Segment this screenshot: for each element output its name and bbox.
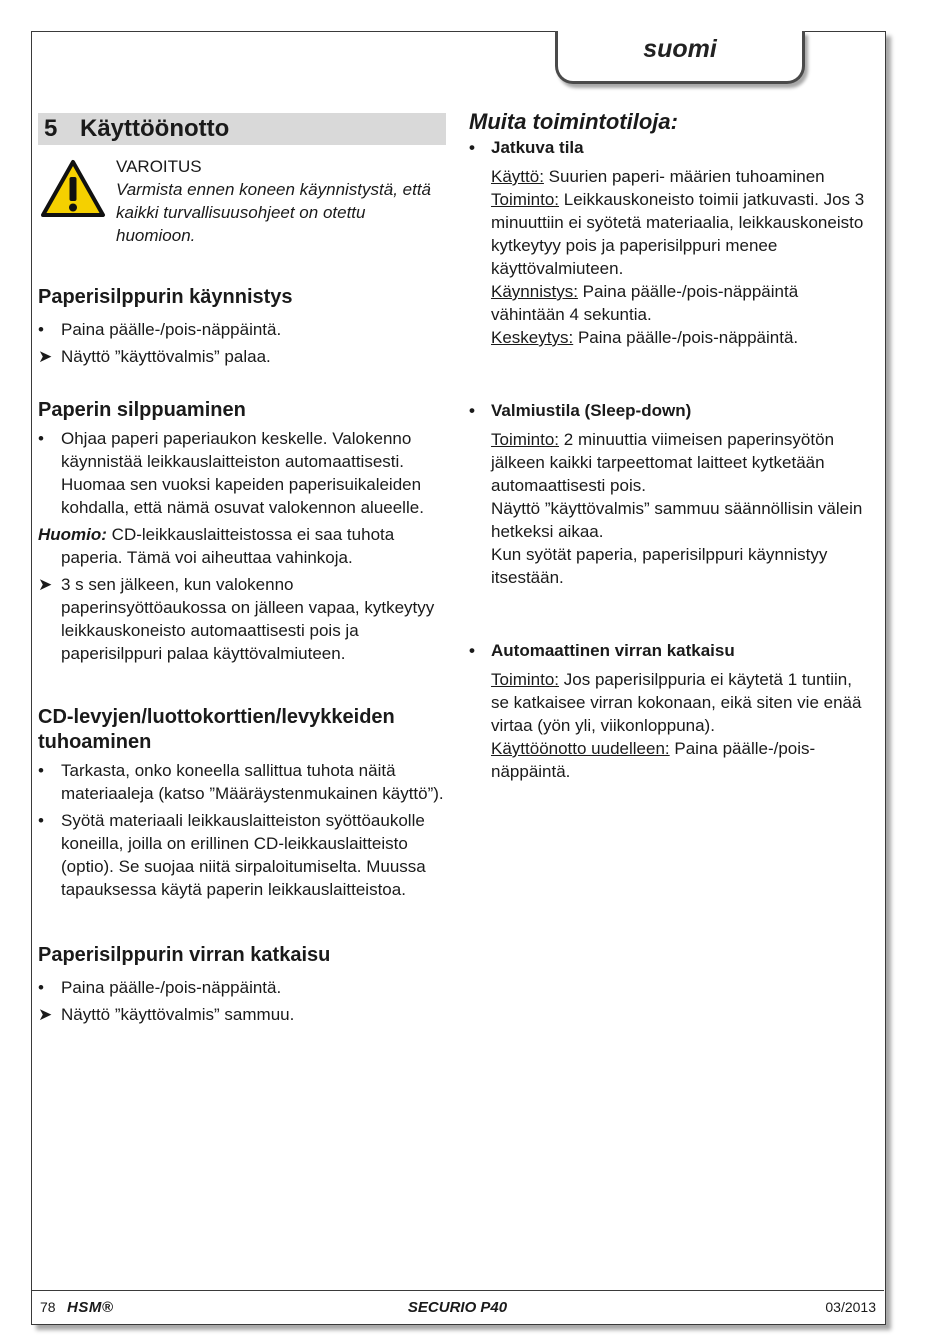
- bullet-marker: •: [38, 320, 44, 339]
- mode-function: [491, 188, 869, 280]
- page-number: 78: [40, 1299, 56, 1315]
- off-heading: Paperisilppurin virran katkaisu: [38, 944, 331, 966]
- stop-label: Keskeytys:: [491, 328, 574, 347]
- warning-body: Varmista ennen koneen käynnistystä, että kaikki turvallisuusohjeet on otettu huomioon.: [116, 180, 431, 245]
- function-label: Toiminto:: [491, 190, 560, 209]
- list-item-text: Paina päälle-/pois-näppäintä.: [61, 978, 282, 997]
- bullet-marker: •: [469, 138, 475, 157]
- bullet-marker: •: [38, 429, 44, 448]
- list-item: [38, 1003, 446, 1026]
- mode-standby: [469, 399, 869, 589]
- document-date: 03/2013: [825, 1299, 876, 1315]
- mode-title: Jatkuva tila: [491, 138, 584, 157]
- list-item-text: Paina päälle-/pois-näppäintä.: [61, 320, 282, 339]
- left-column: [38, 113, 446, 1026]
- mode-title: Automaattinen virran katkaisu: [491, 641, 735, 660]
- model-name: SECURIO P40: [407, 1299, 508, 1316]
- mode-paragraph: Kun syötät paperia, paperisilppuri käynnistyy itsestään.: [491, 545, 828, 587]
- list-item-text: 3 s sen jälkeen, kun valokenno paperinsyöttöaukossa on jälleen vapaa, kytkeytyy leikkauskoneisto automaattisesti pois ja paperisilppuri palaa käyttövalmiuteen.: [61, 575, 435, 663]
- note-text: CD-leikkauslaitteistossa ei saa tuhota paperia. Tämä voi aiheuttaa vahinkoja.: [61, 525, 395, 567]
- page-footer: [31, 1290, 884, 1324]
- bullet-marker: •: [38, 811, 44, 830]
- warning-title: VAROITUS: [116, 157, 202, 176]
- warning-text: [116, 155, 446, 247]
- section-number: 5: [44, 115, 58, 142]
- shred-result-list: [38, 573, 446, 665]
- section-title: Käyttöönotto: [80, 115, 230, 142]
- list-item: [38, 427, 446, 519]
- function-text: Leikkauskoneisto toimii jatkuvasti. Jos 3 minuuttiin ei syötetä materiaalia, leikkauskoneisto kytkeytyy pois ja paperisilppuri menee käyttövalmiuteen.: [491, 190, 865, 278]
- cd-heading: CD-levyjen/luottokorttien/levykkeiden tuhoaminen: [38, 706, 395, 753]
- arrow-marker: ➤: [38, 347, 53, 366]
- function-label: Toiminto:: [491, 670, 560, 689]
- list-item: [38, 318, 446, 341]
- list-item-text: Tarkasta, onko koneella sallittua tuhota näitä materiaaleja (katso ”Määräystenmukainen käyttö”).: [61, 761, 444, 803]
- warning-triangle-icon: [40, 159, 106, 219]
- list-item-text: Ohjaa paperi paperiaukon keskelle. Valokenno käynnistää leikkauslaitteiston automaattisesti. Huomaa sen vuoksi kapeiden paperisuikaleiden kohdalla, että nämä osuvat valokennon alueelle.: [61, 429, 424, 517]
- warning-block: [38, 155, 446, 247]
- function-text: 2 minuuttia viimeisen paperinsyötön jälkeen kaikki tarpeettomat laitteet kytketään automaattisesti pois.: [491, 430, 835, 495]
- bullet-marker: •: [38, 761, 44, 780]
- mode-stop: [491, 326, 869, 349]
- restart-text: Paina päälle-/pois-näppäintä.: [491, 739, 816, 781]
- language-tab: [555, 31, 805, 84]
- use-text: Suurien paperi- määrien tuhoaminen: [548, 167, 825, 186]
- list-item-text: Syötä materiaali leikkauslaitteiston syöttöaukolle koneilla, joilla on erillinen CD-leikkauslaitteisto (optio). Se suojaa niitä sirpaloitumiselta. Muussa tapauksessa käytä paperin leikkauslaitteistoa.: [61, 811, 426, 899]
- right-column: [469, 108, 869, 783]
- mode-title: Valmiustila (Sleep-down): [491, 401, 692, 420]
- hsm-logo: HSM®: [67, 1299, 114, 1316]
- start-text: Paina päälle-/pois-näppäintä vähintään 4 sekuntia.: [491, 282, 799, 324]
- bullet-marker: •: [38, 978, 44, 997]
- shred-list: [38, 427, 446, 519]
- mode-paragraph: Näyttö ”käyttövalmis” sammuu säännöllisin välein hetkeksi aikaa.: [491, 499, 863, 541]
- list-item: [38, 759, 446, 805]
- list-item-text: Näyttö ”käyttövalmis” palaa.: [61, 347, 271, 366]
- mode-restart: [491, 737, 869, 783]
- bullet-marker: •: [469, 401, 475, 420]
- arrow-marker: ➤: [38, 1005, 53, 1024]
- cd-list: [38, 759, 446, 901]
- start-label: Käynnistys:: [491, 282, 578, 301]
- list-item: [38, 809, 446, 901]
- bullet-marker: •: [469, 641, 475, 660]
- mode-continuous: [469, 136, 869, 349]
- start-list: [38, 318, 446, 368]
- mode-auto-off: [469, 639, 869, 783]
- mode-function: [491, 428, 869, 497]
- shred-heading: Paperin silppuaminen: [38, 399, 246, 421]
- off-list: [38, 976, 446, 1026]
- mode-use: [491, 165, 869, 188]
- modes-heading: Muita toimintotiloja:: [469, 109, 678, 134]
- start-heading: Paperisilppurin käynnistys: [38, 286, 293, 308]
- use-label: Käyttö:: [491, 167, 544, 186]
- note-label: Huomio:: [38, 525, 107, 544]
- note-paragraph: [38, 523, 446, 569]
- mode-start: [491, 280, 869, 326]
- stop-text: Paina päälle-/pois-näppäintä.: [577, 328, 799, 347]
- function-label: Toiminto:: [491, 430, 560, 449]
- list-item-text: Näyttö ”käyttövalmis” sammuu.: [61, 1005, 295, 1024]
- mode-function: [491, 668, 869, 737]
- list-item: [38, 345, 446, 368]
- list-item: [38, 573, 446, 665]
- arrow-marker: ➤: [38, 575, 53, 594]
- list-item: [38, 976, 446, 999]
- function-text: Jos paperisilppuria ei käytetä 1 tuntiin, se katkaisee virran kokonaan, eikä siten vie enää virtaa (yön yli, viikonloppuna).: [491, 670, 862, 735]
- section-heading: [38, 113, 446, 145]
- language-label: suomi: [643, 35, 717, 63]
- restart-label: Käyttöönotto uudelleen:: [491, 739, 670, 758]
